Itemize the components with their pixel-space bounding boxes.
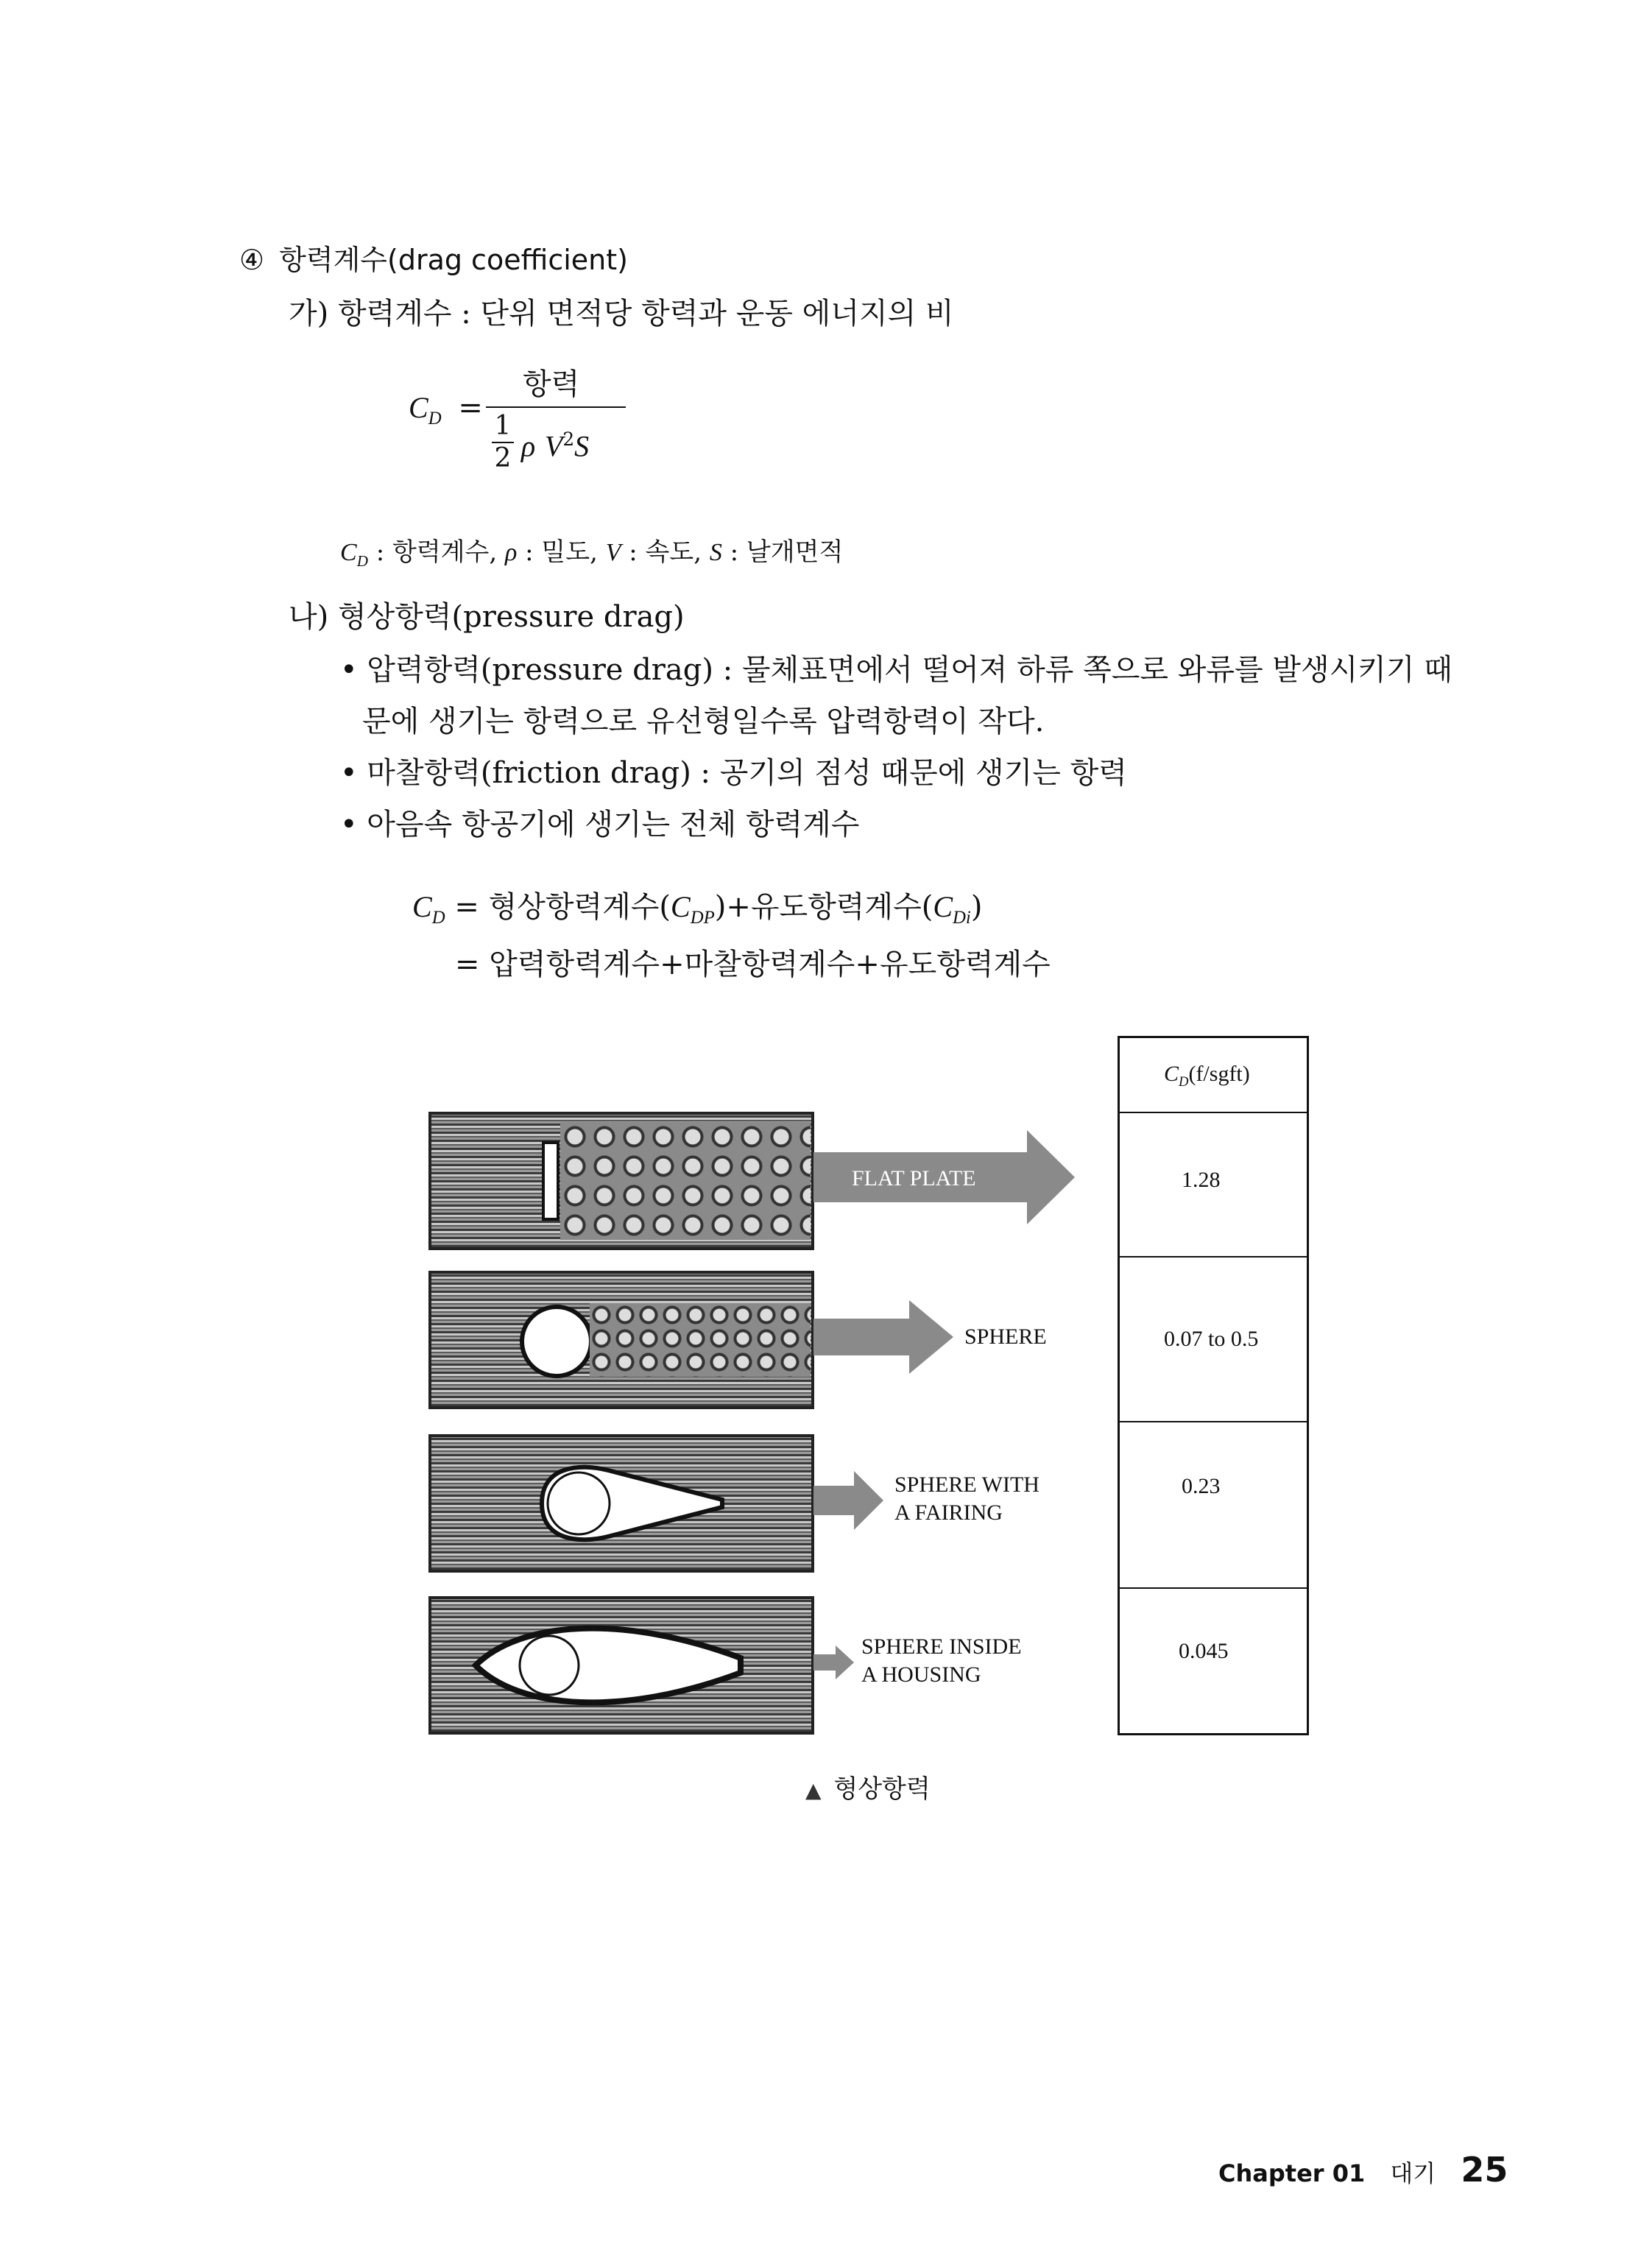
- label-flat-plate: FLAT PLATE: [852, 1166, 976, 1191]
- label-sphere: SPHERE: [964, 1324, 1047, 1349]
- bullet-pressure-drag: • 압력항력(pressure drag) : 물체표면에서 떨어져 하류 쪽으로 와류를 발생시키기 때: [340, 653, 1452, 687]
- arrow-sphere-fairing: [813, 1471, 883, 1530]
- cd-value-sphere: 0.07 to 0.5: [1164, 1327, 1259, 1351]
- table-row: [1120, 1421, 1307, 1587]
- flow-image-sphere-housing: [428, 1596, 814, 1735]
- bullet-friction-drag: • 마찰항력(friction drag) : 공기의 점성 때문에 생기는 항력: [340, 756, 1127, 790]
- arrow-sphere: [813, 1300, 953, 1374]
- triangle-icon: ▲: [805, 1778, 822, 1802]
- drag-coefficient-table: [1118, 1036, 1309, 1735]
- table-row: [1120, 1587, 1307, 1735]
- flow-image-sphere: [428, 1271, 814, 1409]
- figure-caption: ▲ 형상항력: [805, 1774, 931, 1804]
- section-marker: ④: [239, 244, 265, 276]
- na-label: 나) 형상항력(pressure drag): [289, 600, 685, 634]
- section-heading: [239, 237, 628, 278]
- total-drag-line1: $C_D$ = 형상항력계수$(C_{DP})+$유도항력계수$(C_{Di})$: [412, 890, 983, 928]
- label-sphere-housing: SPHERE INSIDE A HOUSING: [861, 1634, 1022, 1687]
- wake-region: [590, 1303, 811, 1377]
- sphere-shape: [520, 1305, 593, 1378]
- cd-value-flat-plate: 1.28: [1182, 1168, 1221, 1192]
- label-sphere-fairing: SPHERE WITH A FAIRING: [894, 1472, 1039, 1525]
- footer-title: 대기: [1390, 2159, 1436, 2187]
- wake-region: [560, 1122, 811, 1240]
- table-header: $C_D(f/sgft)$: [1164, 1062, 1250, 1090]
- ga-label: 가) 항력계수 : 단위 면적당 항력과 운동 에너지의 비: [289, 297, 954, 331]
- cd-value-sphere-housing: 0.045: [1179, 1639, 1229, 1663]
- cd-value-sphere-fairing: 0.23: [1182, 1474, 1221, 1498]
- footer-chapter: Chapter 01: [1218, 2159, 1366, 2187]
- flat-plate-shape: [542, 1141, 560, 1221]
- fairing-shape: [431, 1437, 811, 1570]
- bullet-total-drag: • 아음속 항공기에 생기는 전체 항력계수: [340, 808, 860, 842]
- section-title: 항력계수(drag coefficient): [279, 244, 628, 276]
- table-row: [1120, 1256, 1307, 1421]
- arrow-flat-plate: [813, 1130, 1075, 1224]
- formula-lhs: $C_D$ =: [409, 391, 483, 428]
- flow-image-sphere-fairing: [428, 1434, 814, 1573]
- housing-shape: [431, 1599, 811, 1732]
- formula-numerator: 항력: [523, 367, 580, 401]
- page-footer: [1218, 2150, 1508, 2190]
- table-row: [1120, 1112, 1307, 1256]
- page-number: 25: [1461, 2150, 1508, 2190]
- drag-formula: $C_D$ = 항력 1 2 ρ $V^2S$: [405, 361, 626, 493]
- flow-image-flat-plate: [428, 1112, 814, 1250]
- bullet-pressure-drag-cont: 문에 생기는 항력으로 유선형일수록 압력항력이 작다.: [362, 705, 1045, 738]
- formula-fraction-line: [486, 406, 626, 408]
- formula-legend: $C_D$ : 항력계수, ρ : 밀도, V : 속도, S : 날개면적: [340, 537, 844, 570]
- arrow-sphere-housing: [813, 1646, 854, 1679]
- total-drag-line2: = 압력항력계수+마찰항력계수+유도항력계수: [455, 948, 1051, 981]
